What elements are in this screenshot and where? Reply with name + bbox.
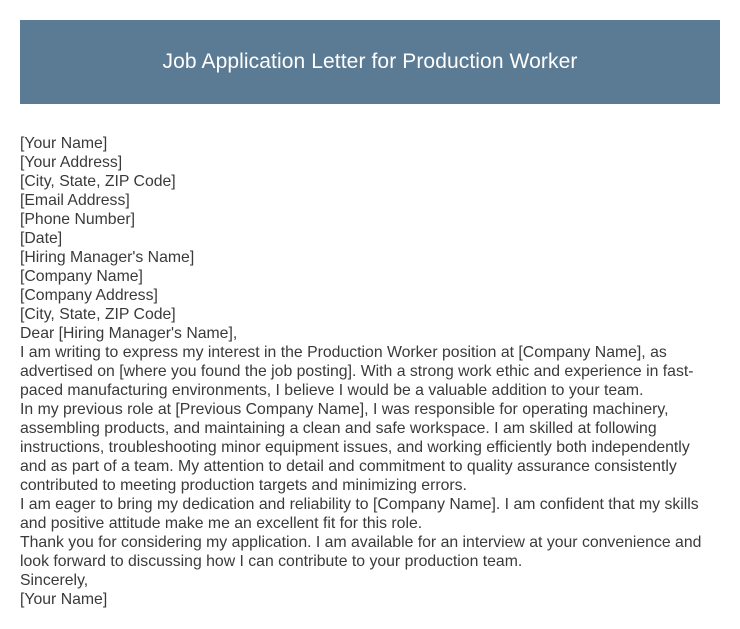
recipient-address: [Company Address] [20, 287, 158, 304]
closing: Sincerely, [20, 572, 89, 589]
paragraph-intro [20, 343, 720, 400]
sender-address: [Your Address] [20, 154, 123, 171]
paragraph-line: and as part of a team. My attention to detail and commitment to quality assurance consistently [20, 458, 677, 475]
letter-date: [Date] [20, 230, 63, 247]
paragraph-line: In my previous role at [Previous Company Name], I was responsible for operating machinery, [20, 401, 669, 418]
paragraph-line: I am writing to express my interest in the Production Worker position at [Company Name], as [20, 344, 667, 361]
sender-city-state-zip: [City, State, ZIP Code] [20, 173, 176, 190]
paragraph-fit [20, 495, 720, 533]
letter-body [20, 134, 720, 609]
paragraph-line: contributed to meeting production targets and minimizing errors. [20, 477, 467, 494]
paragraph-line: instructions, troubleshooting minor equipment issues, and working efficiently both independently [20, 439, 690, 456]
page-title: Job Application Letter for Production Worker [162, 50, 578, 73]
header-banner [20, 20, 720, 104]
paragraph-line: paced manufacturing environments, I believe I would be a valuable addition to your team. [20, 382, 644, 399]
sender-email: [Email Address] [20, 192, 130, 209]
paragraph-line: I am eager to bring my dedication and reliability to [Company Name]. I am confident that my skills [20, 496, 699, 513]
signature: [Your Name] [20, 591, 108, 608]
paragraph-line: look forward to discussing how I can contribute to your production team. [20, 553, 523, 570]
sender-phone: [Phone Number] [20, 211, 136, 228]
recipient-name: [Hiring Manager's Name] [20, 249, 195, 266]
greeting: Dear [Hiring Manager's Name], [20, 325, 238, 342]
sender-name: [Your Name] [20, 135, 108, 152]
paragraph-experience [20, 400, 720, 495]
paragraph-line: advertised on [where you found the job posting]. With a strong work ethic and experience in fast- [20, 363, 694, 380]
recipient-city-state-zip: [City, State, ZIP Code] [20, 306, 176, 323]
paragraph-line: assembling products, and maintaining a clean and safe workspace. I am skilled at following [20, 420, 657, 437]
sender-block [20, 134, 720, 324]
paragraph-line: and positive attitude make me an excellent fit for this role. [20, 515, 423, 532]
paragraph-line: Thank you for considering my application. I am available for an interview at your convenience and [20, 534, 702, 551]
paragraph-thanks [20, 533, 720, 571]
recipient-company: [Company Name] [20, 268, 143, 285]
